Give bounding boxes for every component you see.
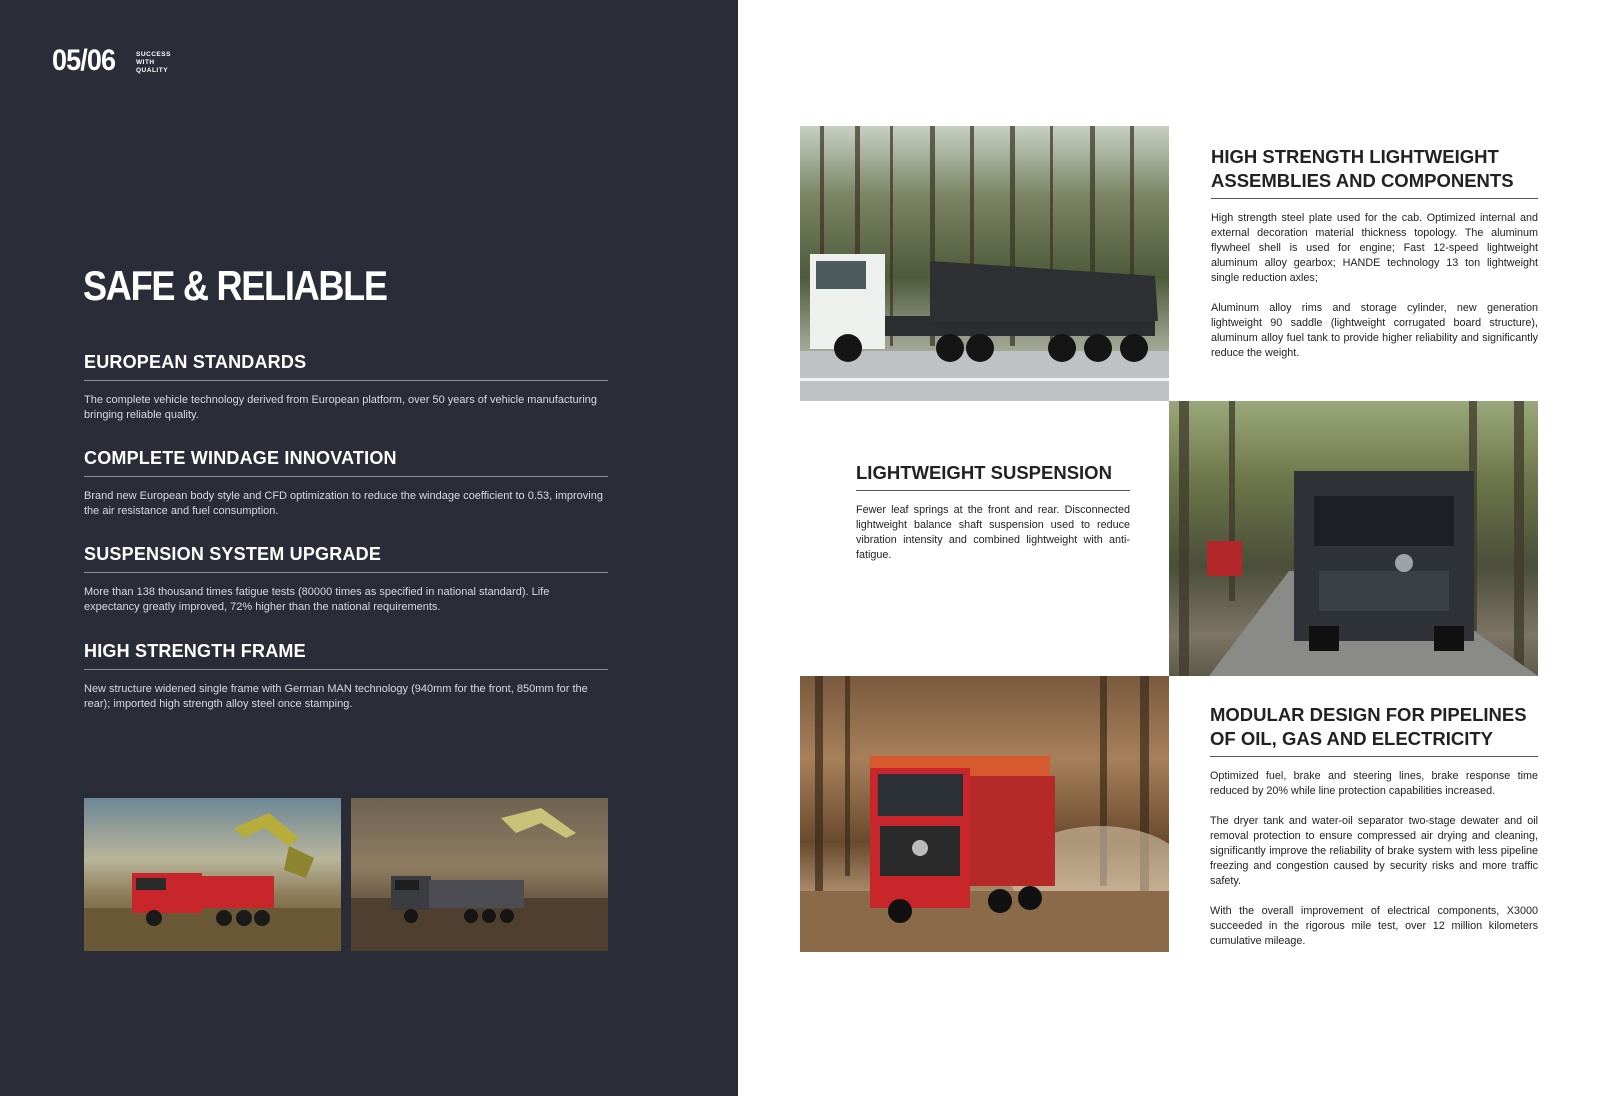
red-truck-dusty-forest-photo bbox=[800, 676, 1169, 952]
feature-heading: HIGH STRENGTH FRAME bbox=[84, 641, 608, 670]
section-paragraph: Optimized fuel, brake and steering lines, brake response time reduced by 20% while line protection capabilities increased. bbox=[1210, 770, 1538, 797]
section-lightweight-assemblies bbox=[1211, 145, 1538, 361]
page-number: 05/06 bbox=[52, 44, 116, 77]
section-heading: HIGH STRENGTH LIGHTWEIGHT ASSEMBLIES AND COMPONENTS bbox=[1211, 145, 1538, 199]
feature-heading: SUSPENSION SYSTEM UPGRADE bbox=[84, 544, 608, 573]
section-modular-pipelines bbox=[1210, 703, 1538, 949]
feature-heading: EUROPEAN STANDARDS bbox=[84, 352, 608, 381]
page-title: SAFE & RELIABLE bbox=[83, 262, 387, 309]
tagline-line: WITH bbox=[136, 59, 155, 66]
feature-text: New structure widened single frame with German MAN technology (940mm for the front, 850mm for the rear); imported high strength alloy steel once stamping. bbox=[84, 683, 588, 710]
feature-high-strength-frame bbox=[84, 641, 608, 712]
feature-european-standards bbox=[84, 352, 608, 423]
section-paragraph: With the overall improvement of electrical components, X3000 succeeded in the rigorous mile test, over 12 million kilometers cumulative mileage. bbox=[1210, 905, 1538, 947]
feature-text: Brand new European body style and CFD optimization to reduce the windage coefficient to 0.53, improving the air resistance and fuel consumption. bbox=[84, 490, 603, 517]
white-tipper-forest-road-photo bbox=[800, 126, 1169, 401]
feature-text: The complete vehicle technology derived from European platform, over 50 years of vehicle manufacturing bringing reliable quality. bbox=[84, 394, 597, 421]
section-heading: LIGHTWEIGHT SUSPENSION bbox=[856, 461, 1130, 491]
dark-truck-forest-road-photo bbox=[1169, 401, 1538, 676]
section-paragraph: High strength steel plate used for the cab. Optimized internal and external decoration material thickness topology. The aluminum flywheel shell is used for engine; Fast 12-speed lightweight aluminum alloy gearbox; HANDE technology 13 ton lightweight single reduction axles; bbox=[1211, 212, 1538, 284]
section-heading: MODULAR DESIGN FOR PIPELINES OF OIL, GAS AND ELECTRICITY bbox=[1210, 703, 1538, 757]
feature-windage-innovation bbox=[84, 448, 608, 519]
section-paragraph: Aluminum alloy rims and storage cylinder, new generation lightweight 90 saddle (lightweight corrugated board structure), aluminum alloy fuel tank to provide higher reliability and significantly reduce the weight. bbox=[1211, 302, 1538, 359]
feature-heading: COMPLETE WINDAGE INNOVATION bbox=[84, 448, 608, 477]
tagline bbox=[136, 51, 171, 75]
section-paragraph: Fewer leaf springs at the front and rear. Disconnected lightweight balance shaft suspension used to reduce vibration intensity and combined lightweight with anti-fatigue. bbox=[856, 504, 1130, 561]
feature-suspension-upgrade bbox=[84, 544, 608, 615]
tagline-line: SUCCESS bbox=[136, 51, 171, 58]
excavator-loading-dark-truck-photo bbox=[351, 798, 608, 951]
feature-text: More than 138 thousand times fatigue tests (80000 times as specified in national standard). Life expectancy greatly improved, 72% higher than the national requirements. bbox=[84, 586, 550, 613]
section-paragraph: The dryer tank and water-oil separator two-stage dewater and oil removal protection to ensure compressed air drying and cleaning, significantly improve the reliability of brake system with less pipeline freezing and congestion caused by security risks and more traffic safety. bbox=[1210, 815, 1538, 887]
tagline-line: QUALITY bbox=[136, 67, 169, 74]
section-lightweight-suspension bbox=[856, 461, 1130, 563]
excavator-loading-red-truck-photo bbox=[84, 798, 341, 951]
